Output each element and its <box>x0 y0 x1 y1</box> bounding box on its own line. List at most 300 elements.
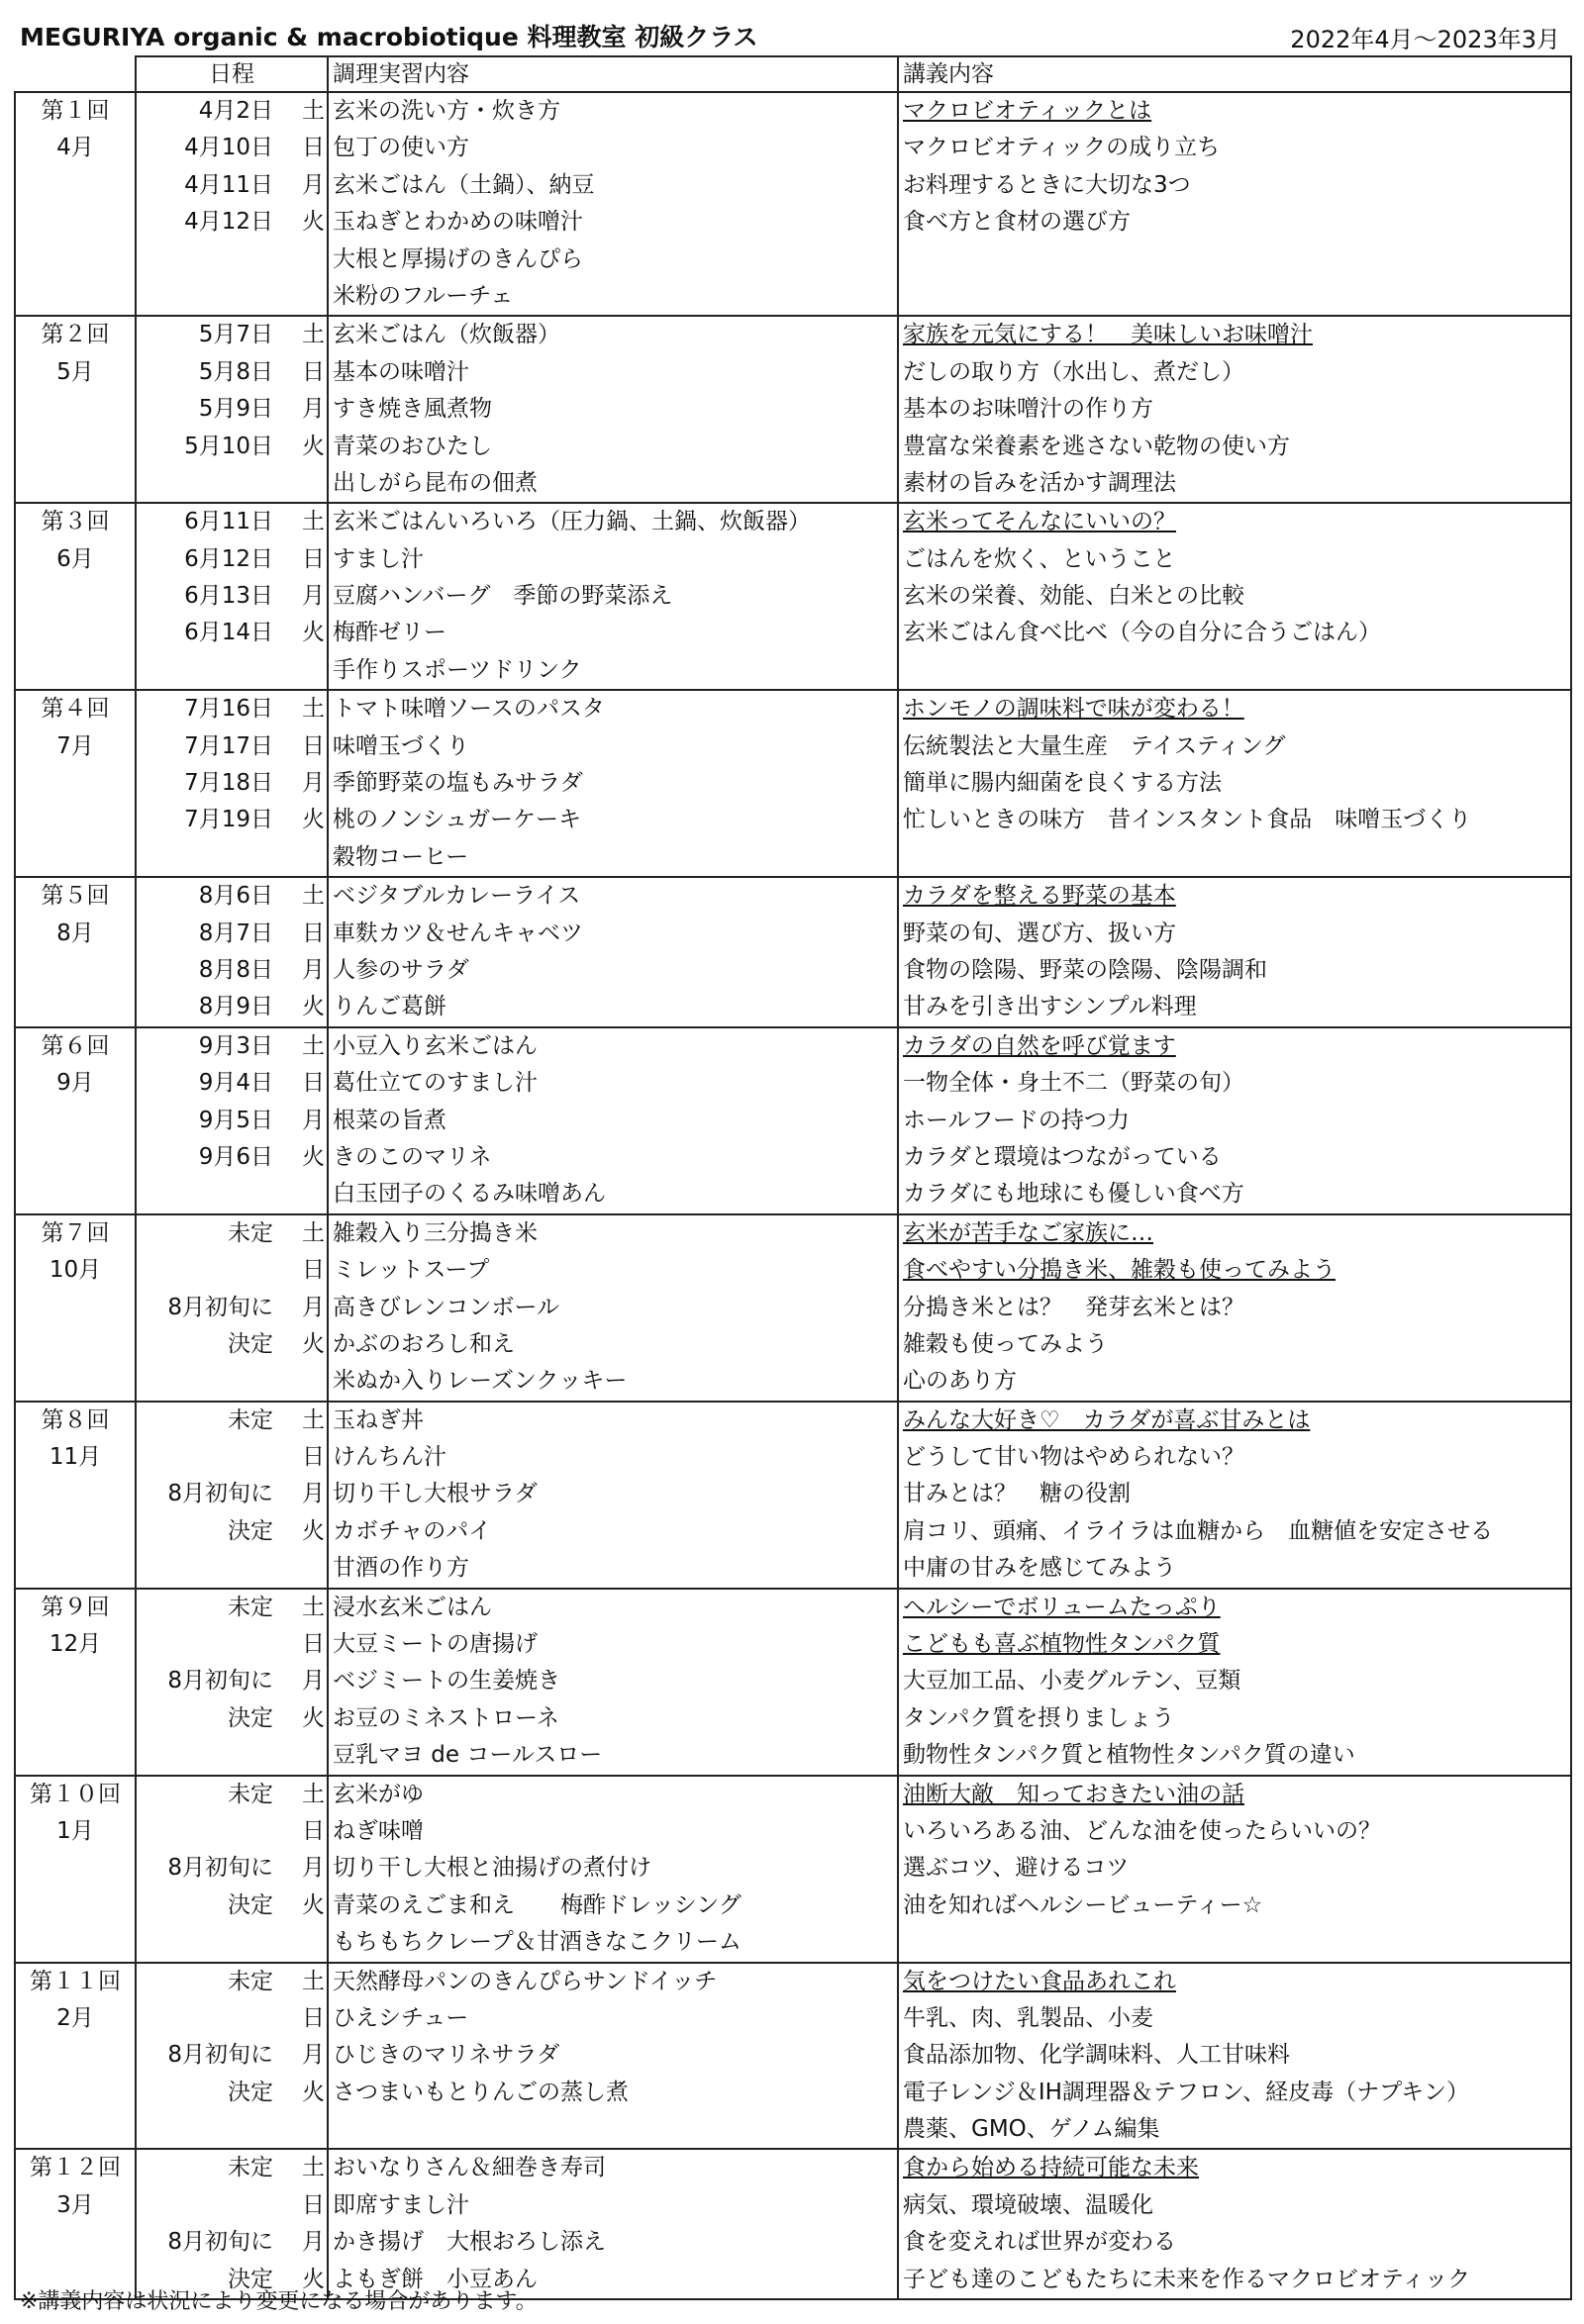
session-number: 第９回 <box>41 1594 110 1620</box>
weekday: 日 <box>302 920 325 946</box>
session-row <box>15 1776 1571 1963</box>
weekday: 月 <box>302 1294 325 1320</box>
date-line <box>137 1888 327 1924</box>
weekday: 土 <box>302 1968 325 1994</box>
lecture-item: 電子レンジ＆IH調理器＆テフロン、経皮毒（ナプキン） <box>903 2079 1469 2105</box>
dish-cell <box>328 1214 898 1402</box>
dish-item: 米ぬか入りレーズンクッキー <box>333 1368 628 1395</box>
weekday: 火 <box>302 807 325 833</box>
lecture-item: お料理するときに大切な3つ <box>903 171 1191 198</box>
weekday: 土 <box>302 696 325 723</box>
date-line <box>137 878 327 915</box>
session-number: 第１回 <box>41 98 110 124</box>
weekday: 月 <box>302 956 325 983</box>
lecture-item: 食べ方と食材の選び方 <box>903 209 1131 236</box>
header-dish: 調理実習内容 <box>328 56 898 92</box>
date-line <box>137 317 327 353</box>
session-date: 決定 <box>228 2266 273 2292</box>
session-number: 第４回 <box>41 696 110 723</box>
dish-cell <box>328 92 898 316</box>
weekday: 月 <box>302 583 325 610</box>
dish-item: 高きびレンコンボール <box>333 1294 559 1320</box>
date-line <box>137 916 327 952</box>
session-row <box>15 503 1571 690</box>
date-cell <box>136 690 328 877</box>
dish-item: ひえシチュー <box>333 2004 469 2031</box>
session-date: 8月初旬に <box>167 1294 273 1320</box>
weekday: 火 <box>302 1330 325 1357</box>
session-date <box>137 1439 273 1476</box>
session-month: 10月 <box>49 1257 102 1284</box>
session-date: 決定 <box>228 1517 273 1544</box>
footnote: ※講義内容は状況により変更になる場合があります。 <box>20 2289 538 2314</box>
dish-item: 季節野菜の塩もみサラダ <box>333 770 583 797</box>
dish-item: 白玉団子のくるみ味噌あん <box>333 1181 606 1208</box>
dish-item: 甘酒の作り方 <box>333 1555 469 1582</box>
weekday: 月 <box>302 770 325 797</box>
session-cell <box>15 1027 136 1214</box>
dish-item: お豆のミネストローネ <box>333 1704 559 1731</box>
session-cell <box>15 1402 136 1589</box>
lecture-item: 甘みとは？ 糖の役割 <box>903 1481 1131 1507</box>
weekday: 月 <box>302 1668 325 1695</box>
lecture-cell <box>898 1963 1571 2150</box>
session-cell <box>15 1963 136 2150</box>
date-cell <box>136 877 328 1027</box>
session-month: 7月 <box>56 732 94 759</box>
session-date <box>137 1252 273 1289</box>
lecture-item: 食品添加物、化学調味料、人工甘味料 <box>903 2042 1290 2069</box>
date-line <box>137 130 327 166</box>
weekday: 土 <box>302 1594 325 1620</box>
lecture-item: カラダにも地球にも優しい食べ方 <box>903 1181 1244 1208</box>
lecture-title: 油断大敵 知っておきたい油の話 <box>903 1781 1244 1807</box>
session-month: 4月 <box>56 135 94 161</box>
date-line <box>137 952 327 989</box>
weekday: 月 <box>302 1481 325 1507</box>
lecture-item: 豊富な栄養素を逃さない乾物の使い方 <box>903 433 1290 459</box>
session-month: 11月 <box>49 1444 102 1471</box>
session-cell <box>15 2149 136 2299</box>
session-row <box>15 1402 1571 1589</box>
session-row <box>15 2149 1571 2299</box>
session-date <box>137 1626 273 1663</box>
lecture-title: 気をつけたい食品あれこれ <box>903 1968 1176 1994</box>
dish-item: カボチャのパイ <box>333 1517 492 1544</box>
session-date: 決定 <box>228 2079 273 2105</box>
session-cell <box>15 316 136 503</box>
session-date: 7月19日 <box>184 807 273 833</box>
session-date <box>137 2000 273 2037</box>
dish-item: 桃のノンシュガーケーキ <box>333 807 582 833</box>
date-line <box>137 2150 327 2186</box>
dish-item: 出しがら昆布の佃煮 <box>333 469 538 496</box>
weekday: 土 <box>302 322 325 348</box>
lecture-title: ホンモノの調味料で味が変わる！ <box>903 696 1244 723</box>
lecture-title: マクロビオティックとは <box>903 98 1152 124</box>
lecture-item: 選ぶコツ、避けるコツ <box>903 1855 1130 1882</box>
session-date: 9月6日 <box>198 1143 273 1170</box>
session-row <box>15 1963 1571 2150</box>
session-date <box>137 2187 273 2224</box>
dish-cell <box>328 690 898 877</box>
lecture-item: 肩コリ、頭痛、イライラは血糖から 血糖値を安定させる <box>903 1517 1494 1544</box>
date-line <box>137 1513 327 1550</box>
weekday: 日 <box>302 1257 325 1284</box>
date-line <box>137 989 327 1025</box>
dish-cell <box>328 503 898 690</box>
weekday: 日 <box>302 2004 325 2031</box>
lecture-cell <box>898 92 1571 316</box>
dish-item: 玉ねぎとわかめの味噌汁 <box>333 209 583 236</box>
header-row <box>15 56 1571 92</box>
session-number: 第６回 <box>41 1032 110 1059</box>
weekday: 火 <box>302 1891 325 1918</box>
session-date: 未定 <box>228 1406 273 1433</box>
date-cell <box>136 2149 328 2299</box>
dish-item: 豆腐ハンバーグ 季節の野菜添え <box>333 583 673 610</box>
lecture-item: 簡単に腸内細菌を良くする方法 <box>903 770 1222 797</box>
session-cell <box>15 1214 136 1402</box>
dish-item: 玄米ごはん（炊飯器） <box>333 322 560 348</box>
date-line <box>137 1850 327 1887</box>
date-cell <box>136 92 328 316</box>
dish-item: ひじきのマリネサラダ <box>333 2042 560 2069</box>
session-date: 5月9日 <box>198 396 273 423</box>
lecture-cell <box>898 1402 1571 1589</box>
session-number: 第１１回 <box>30 1968 121 1994</box>
date-cell <box>136 1589 328 1776</box>
date-line <box>137 2000 327 2037</box>
weekday: 月 <box>302 2229 325 2256</box>
weekday: 火 <box>302 1143 325 1170</box>
dish-item: 豆乳マヨ de コールスロー <box>333 1742 603 1769</box>
weekday: 月 <box>302 171 325 198</box>
lecture-title: 食から始める持続可能な未来 <box>903 2155 1199 2181</box>
lecture-cell <box>898 1776 1571 1963</box>
dish-item: 葛仕立てのすまし汁 <box>333 1070 538 1097</box>
dish-item: 包丁の使い方 <box>333 135 469 161</box>
date-line <box>137 1139 327 1176</box>
dish-item: かぶのおろし和え <box>333 1330 515 1357</box>
weekday: 日 <box>302 2191 325 2218</box>
session-cell <box>15 92 136 316</box>
session-month: 8月 <box>56 920 94 946</box>
date-line <box>137 2037 327 2074</box>
session-date: 7月17日 <box>184 732 273 759</box>
dish-item: 手作りスポーツドリンク <box>333 656 582 683</box>
session-date: 8月9日 <box>198 994 273 1020</box>
dish-cell <box>328 1027 898 1214</box>
dish-cell <box>328 877 898 1027</box>
session-month: 12月 <box>49 1631 102 1658</box>
dish-item: 小豆入り玄米ごはん <box>333 1032 538 1059</box>
date-line <box>137 2224 327 2261</box>
dish-item: ミレットスープ <box>333 1257 490 1284</box>
dish-item: 人参のサラダ <box>333 956 469 983</box>
date-line <box>137 765 327 802</box>
session-number: 第２回 <box>41 322 110 348</box>
dish-item: トマト味噌ソースのパスタ <box>333 696 605 723</box>
date-line <box>137 429 327 465</box>
date-line <box>137 1252 327 1289</box>
schedule-period: 2022年4月〜2023年3月 <box>1290 26 1560 53</box>
lecture-title: カラダを整える野菜の基本 <box>903 883 1176 910</box>
page-title: MEGURIYA organic & macrobiotique 料理教室 初級クラス <box>20 23 758 51</box>
lecture-cell <box>898 1589 1571 1776</box>
session-row <box>15 1027 1571 1214</box>
lecture-item: こどもも喜ぶ植物性タンパク質 <box>903 1631 1221 1658</box>
session-date: 8月初旬に <box>167 1481 273 1507</box>
dish-item: 基本の味噌汁 <box>333 358 469 385</box>
session-date: 8月初旬に <box>167 1668 273 1695</box>
weekday: 土 <box>302 1219 325 1246</box>
session-row <box>15 92 1571 316</box>
dish-item: もちもちクレープ＆甘酒きなこクリーム <box>333 1929 742 1956</box>
lecture-title: 玄米が苦手なご家族に… <box>903 1219 1153 1246</box>
date-line <box>137 2187 327 2224</box>
date-line <box>137 1215 327 1252</box>
session-number: 第１２回 <box>30 2155 121 2181</box>
session-date: 7月16日 <box>184 696 273 723</box>
session-date: 9月5日 <box>198 1107 273 1133</box>
lecture-item: 食物の陰陽、野菜の陰陽、陰陽調和 <box>903 956 1267 983</box>
lecture-item: 玄米ごはん食べ比べ（今の自分に合うごはん） <box>903 620 1381 646</box>
weekday: 日 <box>302 1817 325 1844</box>
lecture-item: 農薬、GMO、ゲノム編集 <box>903 2116 1160 2143</box>
dish-cell <box>328 1963 898 2150</box>
lecture-item: 忙しいときの味方 昔インスタント食品 味噌玉づくり <box>903 807 1472 833</box>
session-number: 第３回 <box>41 509 110 535</box>
session-date: 6月14日 <box>184 620 273 646</box>
dish-item: 玄米ごはんいろいろ（圧力鍋、土鍋、炊飯器） <box>333 509 811 535</box>
session-date: 5月8日 <box>198 358 273 385</box>
weekday: 月 <box>302 396 325 423</box>
date-line <box>137 204 327 241</box>
schedule-body <box>15 92 1571 2299</box>
dish-item: 玄米の洗い方・炊き方 <box>333 98 560 124</box>
session-date: 4月12日 <box>184 209 273 236</box>
weekday: 火 <box>302 2079 325 2105</box>
date-cell <box>136 1402 328 1589</box>
lecture-item: 食を変えれば世界が変わる <box>903 2229 1176 2256</box>
dish-item: 大根と厚揚げのきんぴら <box>333 245 583 272</box>
dish-cell <box>328 1589 898 1776</box>
session-date: 未定 <box>228 1219 273 1246</box>
dish-cell <box>328 1402 898 1589</box>
date-line <box>137 541 327 578</box>
dish-item: かき揚げ 大根おろし添え <box>333 2229 606 2256</box>
session-cell <box>15 1776 136 1963</box>
weekday: 火 <box>302 2266 325 2292</box>
session-row <box>15 316 1571 503</box>
weekday: 土 <box>302 1406 325 1433</box>
lecture-item: 心のあり方 <box>903 1368 1017 1395</box>
header-date: 日程 <box>136 56 328 92</box>
lecture-item: 子ども達のこどもたちに未来を作るマクロビオティック <box>903 2266 1471 2292</box>
session-number: 第１０回 <box>30 1781 121 1807</box>
session-date: 7月18日 <box>184 770 273 797</box>
date-line <box>137 391 327 428</box>
date-line <box>137 1626 327 1663</box>
dish-item: けんちん汁 <box>333 1444 446 1471</box>
session-number: 第５回 <box>41 883 110 910</box>
session-date: 5月7日 <box>198 322 273 348</box>
date-line <box>137 1476 327 1512</box>
session-date: 8月初旬に <box>167 2229 273 2256</box>
session-cell <box>15 1589 136 1776</box>
date-line <box>137 1700 327 1737</box>
weekday: 月 <box>302 1855 325 1882</box>
weekday: 日 <box>302 732 325 759</box>
session-date: 未定 <box>228 2155 273 2181</box>
lecture-title: 玄米ってそんなにいいの？ <box>903 509 1176 535</box>
dish-item: 青菜のおひたし <box>333 433 492 459</box>
weekday: 土 <box>302 1781 325 1807</box>
session-cell <box>15 690 136 877</box>
session-date: 5月10日 <box>184 433 273 459</box>
weekday: 日 <box>302 358 325 385</box>
lecture-cell <box>898 503 1571 690</box>
session-date: 9月3日 <box>198 1032 273 1059</box>
date-line <box>137 1065 327 1102</box>
lecture-item: 伝統製法と大量生産 テイスティング <box>903 732 1286 759</box>
lecture-cell <box>898 877 1571 1027</box>
dish-cell <box>328 1776 898 1963</box>
weekday: 日 <box>302 135 325 161</box>
session-date: 決定 <box>228 1891 273 1918</box>
schedule-table <box>14 55 1572 2300</box>
date-line <box>137 1290 327 1326</box>
date-line <box>137 93 327 130</box>
lecture-title: みんな大好き♡ カラダが喜ぶ甘みとは <box>903 1406 1311 1433</box>
dish-item: 車麩カツ＆せんキャベツ <box>333 920 583 946</box>
dish-item: すき焼き風煮物 <box>333 396 492 423</box>
session-month: 5月 <box>56 358 94 385</box>
dish-item: 青菜のえごま和え 梅酢ドレッシング <box>333 1891 742 1918</box>
dish-item: 浸水玄米ごはん <box>333 1594 492 1620</box>
lecture-cell <box>898 2149 1571 2299</box>
weekday: 日 <box>302 1631 325 1658</box>
lecture-item: 一物全体・身土不二（野菜の旬） <box>903 1070 1244 1097</box>
lecture-item: いろいろある油、どんな油を使ったらいいの？ <box>903 1817 1381 1844</box>
dish-item: 玉ねぎ丼 <box>333 1406 424 1433</box>
date-line <box>137 802 327 838</box>
dish-item: ねぎ味噌 <box>333 1817 424 1844</box>
dish-item: よもぎ餅 小豆あん <box>333 2266 538 2292</box>
lecture-item: 基本のお味噌汁の作り方 <box>903 396 1153 423</box>
session-date: 4月10日 <box>184 135 273 161</box>
session-row <box>15 1214 1571 1402</box>
weekday: 土 <box>302 509 325 535</box>
weekday: 日 <box>302 1444 325 1471</box>
dish-item: きのこのマリネ <box>333 1143 492 1170</box>
session-date: 未定 <box>228 1968 273 1994</box>
date-line <box>137 354 327 391</box>
session-date: 決定 <box>228 1704 273 1731</box>
dish-item: 即席すまし汁 <box>333 2191 469 2218</box>
date-line <box>137 1028 327 1065</box>
weekday: 土 <box>302 1032 325 1059</box>
weekday: 火 <box>302 994 325 1020</box>
dish-item: ベジミートの生姜焼き <box>333 1668 560 1695</box>
session-date: 未定 <box>228 1781 273 1807</box>
lecture-item: 玄米の栄養、効能、白米との比較 <box>903 583 1244 610</box>
lecture-item: 油を知ればヘルシービューティー☆ <box>903 1891 1263 1918</box>
session-date: 4月2日 <box>198 98 273 124</box>
date-cell <box>136 1214 328 1402</box>
dish-item: 切り干し大根と油揚げの煮付け <box>333 1855 651 1882</box>
session-month: 2月 <box>56 2004 94 2031</box>
dish-item: 米粉のフルーチェ <box>333 282 514 309</box>
session-row <box>15 690 1571 877</box>
date-line <box>137 1777 327 1813</box>
dish-item: 根菜の旨煮 <box>333 1107 446 1133</box>
dish-item: 玄米がゆ <box>333 1781 424 1807</box>
weekday: 火 <box>302 1517 325 1544</box>
weekday: 日 <box>302 545 325 572</box>
header-session <box>15 56 136 92</box>
weekday: 日 <box>302 1070 325 1097</box>
date-line <box>137 1326 327 1363</box>
session-date: 9月4日 <box>198 1070 273 1097</box>
date-cell <box>136 1776 328 1963</box>
session-date: 8月初旬に <box>167 1855 273 1882</box>
date-line <box>137 1964 327 2000</box>
date-line <box>137 1103 327 1139</box>
dish-item: 大豆ミートの唐揚げ <box>333 1631 538 1658</box>
date-cell <box>136 1027 328 1214</box>
session-month: 3月 <box>56 2191 94 2218</box>
lecture-item: マクロビオティックの成り立ち <box>903 135 1221 161</box>
lecture-cell <box>898 316 1571 503</box>
lecture-cell <box>898 690 1571 877</box>
dish-item: すまし汁 <box>333 545 424 572</box>
dish-item: さつまいもとりんごの蒸し煮 <box>333 2079 629 2105</box>
lecture-cell <box>898 1027 1571 1214</box>
date-line <box>137 1813 327 1850</box>
dish-item: 穀物コーヒー <box>333 843 469 870</box>
lecture-item: 動物性タンパク質と植物性タンパク質の違い <box>903 1742 1355 1769</box>
session-row <box>15 1589 1571 1776</box>
lecture-item: 甘みを引き出すシンプル料理 <box>903 994 1197 1020</box>
dish-item: おいなりさん＆細巻き寿司 <box>333 2155 606 2181</box>
session-date: 8月7日 <box>198 920 273 946</box>
session-date: 8月8日 <box>198 956 273 983</box>
weekday: 土 <box>302 2155 325 2181</box>
date-cell <box>136 1963 328 2150</box>
session-cell <box>15 877 136 1027</box>
weekday: 火 <box>302 433 325 459</box>
dish-item: 梅酢ゼリー <box>333 620 446 646</box>
lecture-item: どうして甘い物はやめられない？ <box>903 1444 1244 1471</box>
lecture-item: 野菜の旬、選び方、扱い方 <box>903 920 1176 946</box>
dish-cell <box>328 2149 898 2299</box>
date-line <box>137 578 327 615</box>
dish-cell <box>328 316 898 503</box>
header-lecture: 講義内容 <box>898 56 1571 92</box>
date-cell <box>136 503 328 690</box>
lecture-item: ごはんを炊く、ということ <box>903 545 1176 572</box>
session-number: 第７回 <box>41 1219 110 1246</box>
session-number: 第８回 <box>41 1406 110 1433</box>
weekday: 月 <box>302 2042 325 2069</box>
dish-item: ベジタブルカレーライス <box>333 883 581 910</box>
date-line <box>137 1403 327 1439</box>
lecture-item: 素材の旨みを活かす調理法 <box>903 469 1176 496</box>
session-date: 未定 <box>228 1594 273 1620</box>
date-line <box>137 1663 327 1699</box>
